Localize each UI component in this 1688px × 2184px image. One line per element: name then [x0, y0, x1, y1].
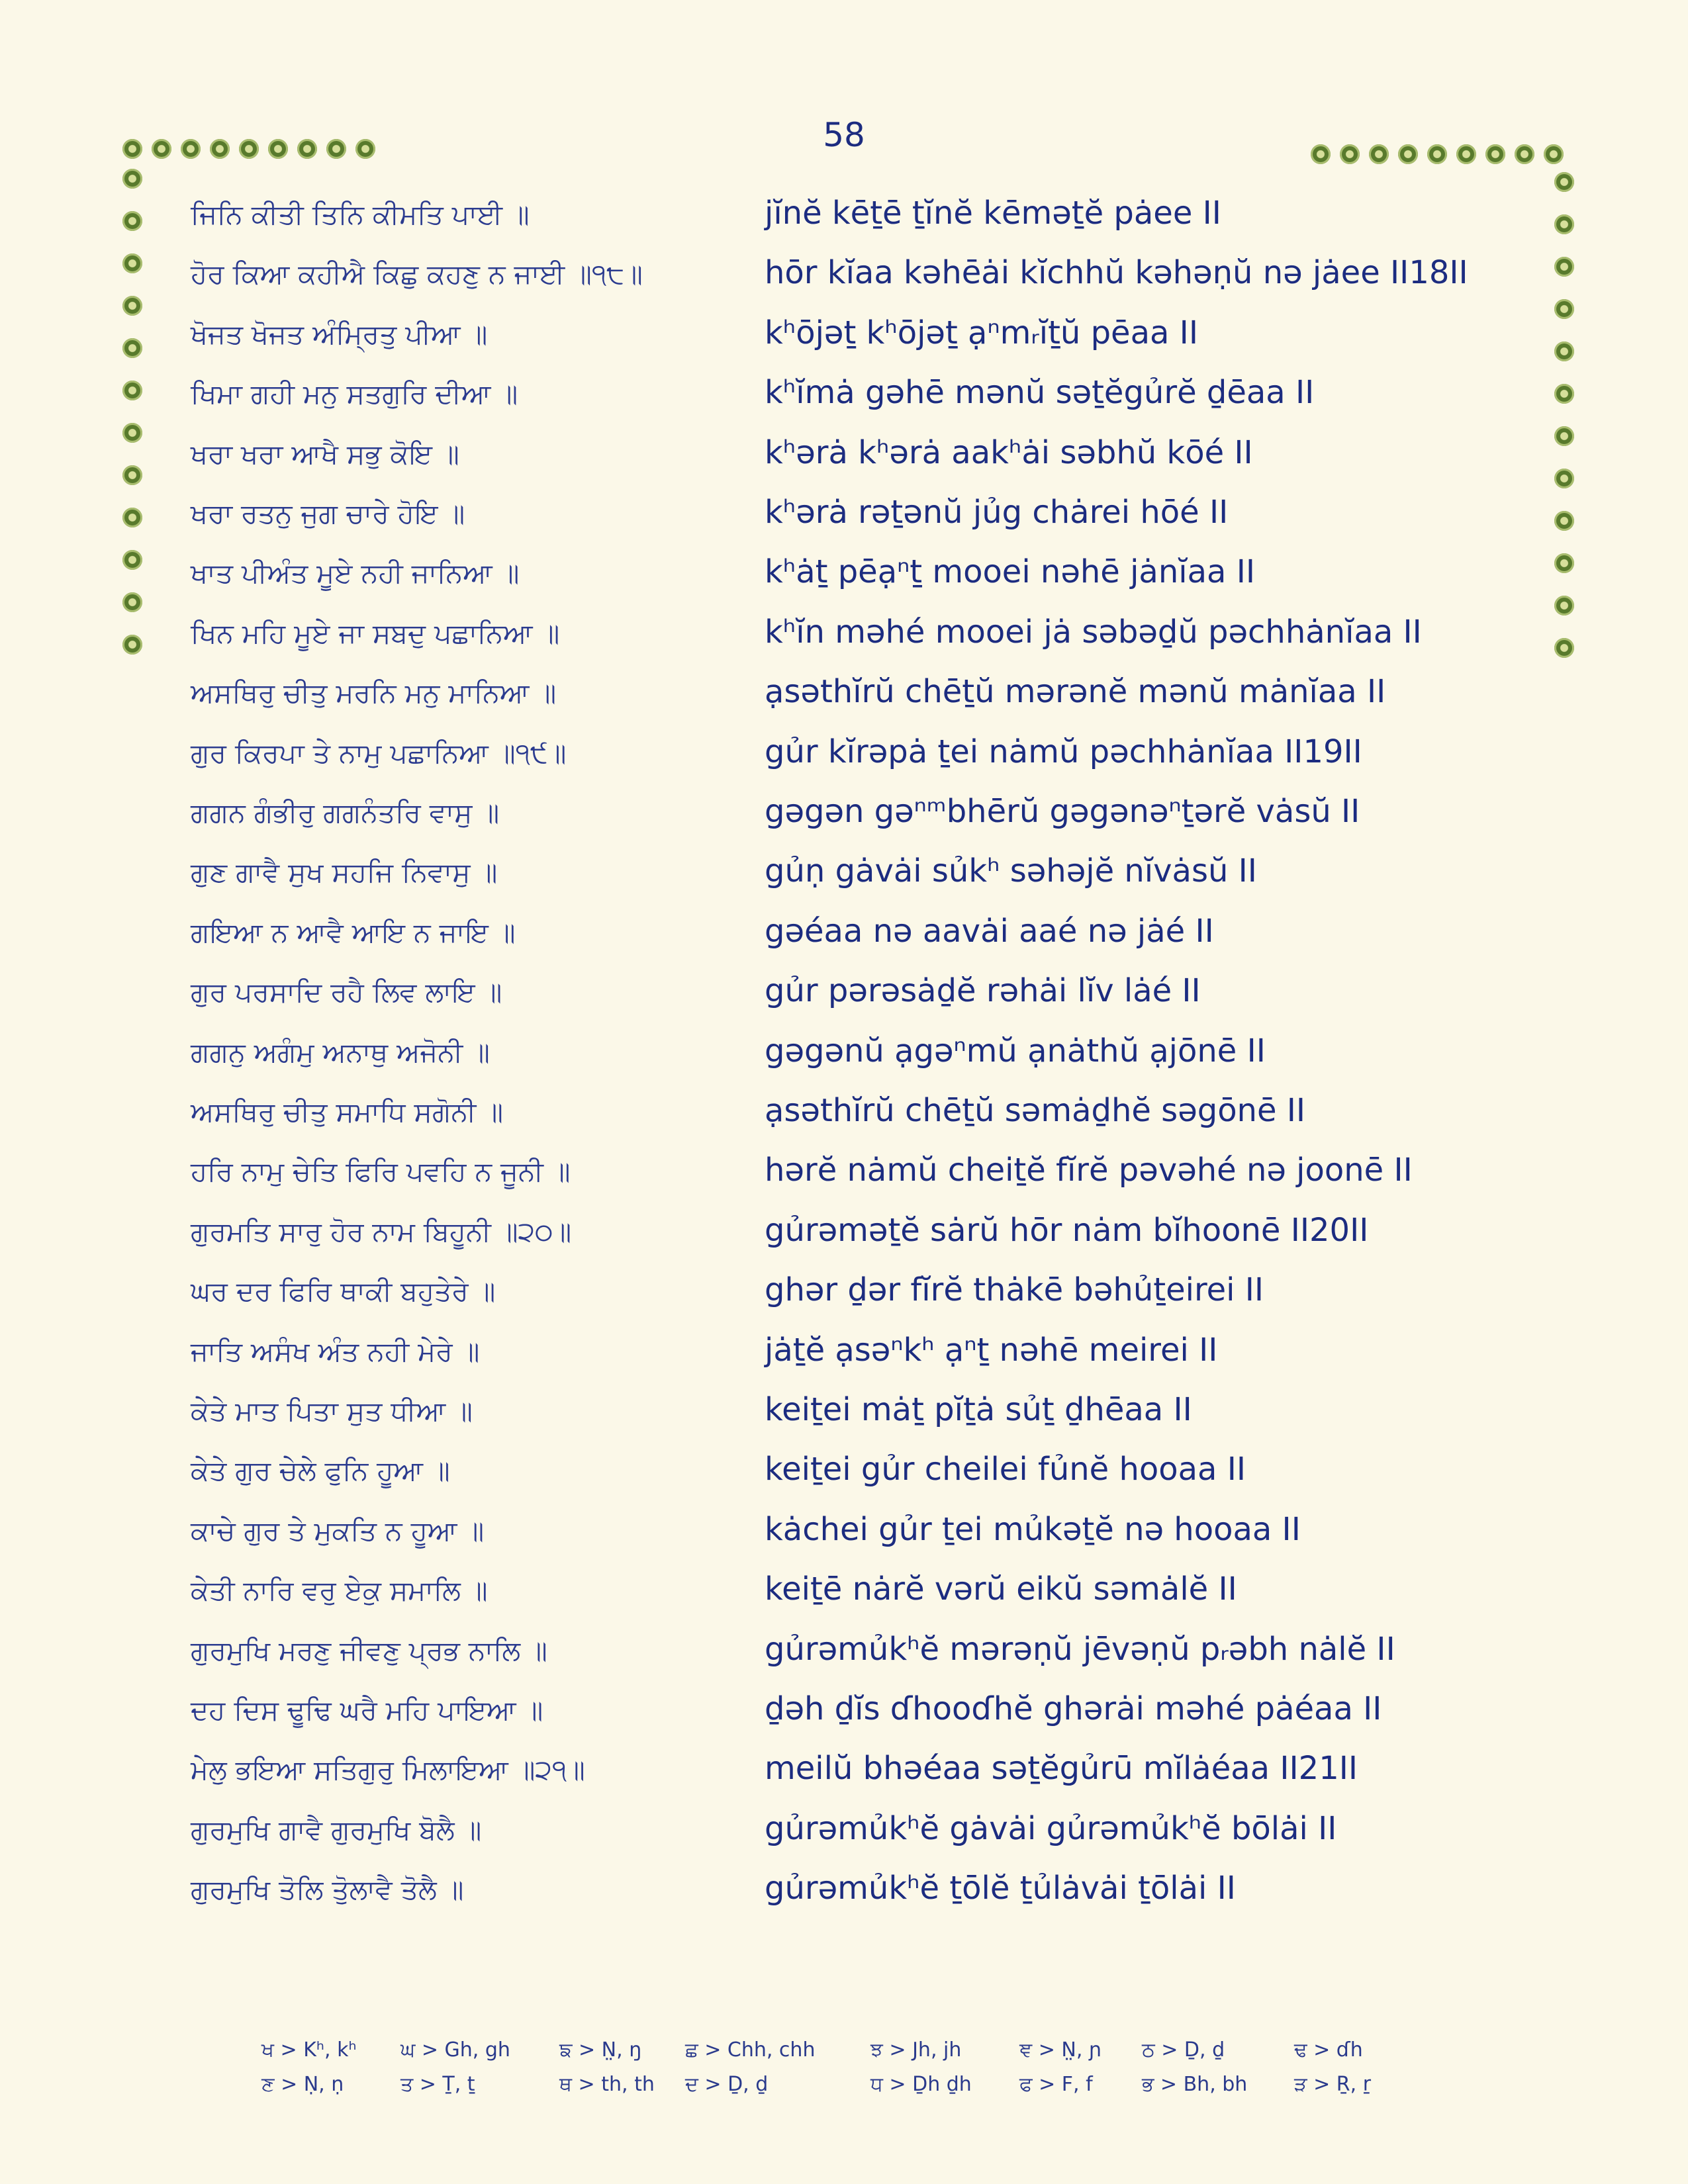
verse-row [0, 912, 1688, 976]
flower-ornament [181, 139, 201, 159]
gurmukhi-line: ਖਰਾ ਰਤਨੁ ਜੁਗ ਚਾਰੇ ਹੋਇ ॥ [191, 498, 465, 529]
flower-ornament [1311, 144, 1331, 164]
verse-row [0, 1750, 1688, 1813]
verse-row [0, 1451, 1688, 1514]
gurmukhi-line: ਗੁਣ ਗਾਵੈ ਸੁਖ ਸਹਜਿ ਨਿਵਾਸੁ ॥ [191, 856, 498, 889]
transliteration-line: keiṯei mȧṯ pĭṯȧ sủṯ ḏhēaa II [765, 1391, 1192, 1428]
gurmukhi-line: ਗੁਰਮੁਖਿ ਮਰਣੁ ਜੀਵਣੁ ਪ੍ਰਭ ਨਾਲਿ ॥ [191, 1634, 547, 1666]
flower-ornament [122, 139, 142, 159]
transliteration-line: gủrəmủkʰĕ ṯōlĕ ṯủlȧvȧi ṯōlȧi II [765, 1870, 1236, 1907]
transliteration-line: jȧṯĕ ạsəⁿkʰ ạⁿṯ nəhē meirei II [765, 1331, 1218, 1369]
transliteration-line: keiṯē nȧrĕ vərŭ eikŭ səmȧlĕ II [765, 1570, 1237, 1608]
transliteration-line: meilŭ bhəéaa səṯĕgủrū mĭlȧéaa II21II [765, 1750, 1358, 1788]
legend-item: ਖ > Kʰ, kʰ [261, 2038, 357, 2062]
transliteration-line: jĭnĕ kēṯē ṯĭnĕ kēməṯĕ pȧee II [765, 195, 1221, 232]
transliteration-line: hōr kĭaa kəhēȧi kĭchhŭ kəhəṇŭ nə jȧee II18II [765, 254, 1468, 292]
legend-row-1 [0, 2038, 1688, 2071]
transliteration-line: kȧchei gủr ṯei mủkəṯĕ nə hooaa II [765, 1510, 1301, 1548]
transliteration-line: gủr kĭrəpȧ ṯei nȧmŭ pəchhȧnĭaa II19II [765, 733, 1362, 770]
legend-item: ਣ > Ṇ, ṇ [261, 2073, 344, 2096]
flower-ornament [152, 139, 171, 159]
legend-item: ਭ > Bh, bh [1142, 2073, 1248, 2096]
verse-row [0, 972, 1688, 1036]
flower-ornament [297, 139, 317, 159]
flower-ornament [122, 169, 142, 189]
transliteration-line: kʰōjəṯ kʰōjəṯ ạⁿmᵣĭṯŭ pēaa II [765, 314, 1198, 351]
legend-item: ੜ > Ṟ, ṟ [1294, 2073, 1372, 2096]
verse-row [0, 1570, 1688, 1634]
transliteration-line: keiṯei gủr cheilei fủnĕ hooaa II [765, 1451, 1246, 1488]
gurmukhi-line: ਕੇਤੀ ਨਾਰਿ ਵਰੁ ਏਕੁ ਸਮਾਲਿ ॥ [191, 1574, 488, 1607]
verse-row [0, 254, 1688, 318]
transliteration-line: gəgən gəⁿᵐbhērŭ gəgənəⁿṯərĕ vȧsŭ II [765, 793, 1360, 830]
gurmukhi-line: ਗਇਆ ਨ ਆਵੈ ਆਇ ਨ ਜਾਇ ॥ [191, 916, 516, 948]
verse-row [0, 314, 1688, 378]
flower-ornament [1485, 144, 1505, 164]
legend-item: ਢ > ɗh [1294, 2038, 1363, 2062]
flower-ornament [1554, 172, 1574, 192]
gurmukhi-line: ਅਸਥਿਰੁ ਚੀਤੁ ਮਰਨਿ ਮਨੁ ਮਾਨਿਆ ॥ [191, 677, 557, 709]
legend-item: ਛ > Chh, chh [685, 2038, 816, 2062]
legend-item: ਝ > Jh, jh [870, 2038, 962, 2062]
flower-ornament [1544, 144, 1564, 164]
transliteration-line: kʰĭmȧ gəhē mənŭ səṯĕgủrĕ ḏēaa II [765, 374, 1315, 412]
gurmukhi-line: ਹੋਰ ਕਿਆ ਕਹੀਐ ਕਿਛੁ ਕਹਣੁ ਨ ਜਾਈ ॥੧੮॥ [191, 258, 643, 291]
verse-row [0, 1331, 1688, 1395]
gurmukhi-line: ਕਾਚੇ ਗੁਰ ਤੇ ਮੁਕਤਿ ਨ ਹੂਆ ॥ [191, 1514, 485, 1547]
legend-item: ਧ > Ḏh ḏh [870, 2073, 972, 2096]
gurmukhi-line: ਹਰਿ ਨਾਮੁ ਚੇਤਿ ਫਿਰਿ ਪਵਹਿ ਨ ਜੂਨੀ ॥ [191, 1156, 571, 1188]
gurmukhi-line: ਦਹ ਦਿਸ ਢੂਢਿ ਘਰੈ ਮਹਿ ਪਾਇਆ ॥ [191, 1694, 543, 1726]
flower-ornament [326, 139, 346, 159]
transliteration-line: gủr pərəsȧḏĕ rəhȧi lĭv lȧé II [765, 972, 1201, 1010]
legend-item: ਫ > F, f [1019, 2073, 1093, 2096]
transliteration-line: gủṇ gȧvȧi sủkʰ səhəjĕ nĭvȧsŭ II [765, 852, 1257, 890]
verse-row [0, 494, 1688, 557]
flower-ornament [210, 139, 230, 159]
gurmukhi-line: ਗੁਰ ਪਰਸਾਦਿ ਰਹੈ ਲਿਵ ਲਾਇ ॥ [191, 976, 502, 1009]
gurmukhi-line: ਖਿਮਾ ਗਹੀ ਮਨੁ ਸਤਗੁਰਿ ਦੀਆ ॥ [191, 378, 518, 410]
transliteration-line: kʰȧṯ pēạⁿṯ mooei nəhē jȧnĭaa II [765, 553, 1255, 591]
transliteration-line: gəgənŭ ạgəⁿmŭ ạnȧthŭ ạjōnē II [765, 1032, 1266, 1069]
gurmukhi-line: ਜਾਤਿ ਅਸੰਖ ਅੰਤ ਨਹੀ ਮੇਰੇ ॥ [191, 1335, 480, 1367]
gurmukhi-line: ਗੁਰਮੁਖਿ ਗਾਵੈ ਗੁਰਮੁਖਿ ਬੋਲੈ ॥ [191, 1813, 482, 1846]
flower-ornament [239, 139, 259, 159]
gurmukhi-line: ਕੇਤੇ ਗੁਰ ਚੇਲੇ ਫੁਨਿ ਹੂਆ ॥ [191, 1455, 450, 1487]
gurmukhi-line: ਗਗਨੁ ਅਗੰਮੁ ਅਨਾਥੁ ਅਜੋਨੀ ॥ [191, 1036, 490, 1068]
flower-ornament [268, 139, 288, 159]
transliteration-line: ạsəthĭrŭ chēṯŭ səmȧḏhĕ səgōnē II [765, 1092, 1306, 1129]
transliteration-line: kʰərȧ rəṯənŭ jủg chȧrei hōé II [765, 494, 1229, 531]
gurmukhi-line: ਗੁਰਮਤਿ ਸਾਰੁ ਹੋਰ ਨਾਮ ਬਿਹੂਨੀ ॥੨੦॥ [191, 1215, 572, 1248]
flower-ornament [355, 139, 375, 159]
transliteration-line: ḏəh ḏĭs ɗhooɗhĕ ghərȧi məhé pȧéaa II [765, 1690, 1382, 1727]
flower-ornament [1340, 144, 1360, 164]
verse-row [0, 1032, 1688, 1096]
transliteration-line: ạsəthĭrŭ chēṯŭ mərənĕ mənŭ mȧnĭaa II [765, 673, 1386, 711]
verse-row [0, 1630, 1688, 1694]
verse-row [0, 613, 1688, 677]
verse-row [0, 673, 1688, 737]
transliteration-line: ghər ḏər fĭrĕ thȧkē bəhủṯeirei II [765, 1271, 1264, 1309]
gurmukhi-line: ਖਾਤ ਪੀਅੰਤ ਮੂਏ ਨਹੀ ਜਾਨਿਆ ॥ [191, 557, 520, 590]
transliteration-line: gəéaa nə aavȧi aaé nə jȧé II [765, 912, 1214, 950]
legend-row-2 [0, 2073, 1688, 2106]
legend-item: ਘ > Gh, gh [400, 2038, 510, 2062]
gurmukhi-line: ਅਸਥਿਰੁ ਚੀਤੁ ਸਮਾਧਿ ਸਗੋਨੀ ॥ [191, 1096, 504, 1128]
verse-row [0, 195, 1688, 258]
transliteration-line: gủrəmủkʰĕ mərəṇŭ jēvəṇŭ pᵣəbh nȧlĕ II [765, 1630, 1395, 1668]
verse-row [0, 374, 1688, 437]
transliteration-line: kʰərȧ kʰərȧ aakʰȧi səbhŭ kōé II [765, 433, 1253, 471]
verse-row [0, 1510, 1688, 1574]
transliteration-line: gủrəməṯĕ sȧrŭ hōr nȧm bĭhoonē II20II [765, 1211, 1369, 1249]
verse-row [0, 1391, 1688, 1455]
gurmukhi-line: ਖਿਨ ਮਹਿ ਮੂਏ ਜਾ ਸਬਦੁ ਪਛਾਨਿਆ ॥ [191, 617, 560, 649]
legend-item: ਤ > Ṯ, ṯ [400, 2073, 475, 2096]
gurmukhi-line: ਗਗਨ ਗੰਭੀਰੁ ਗਗਨੰਤਰਿ ਵਾਸੁ ॥ [191, 797, 500, 829]
gurmukhi-line: ਖੋਜਤ ਖੋਜਤ ਅੰਮ੍ਰਿਤੁ ਪੀਆ ॥ [191, 318, 488, 350]
transliteration-line: gủrəmủkʰĕ gȧvȧi gủrəmủkʰĕ bōlȧi II [765, 1809, 1337, 1847]
flower-ornament [1398, 144, 1418, 164]
verse-row [0, 1870, 1688, 1933]
gurmukhi-line: ਜਿਨਿ ਕੀਤੀ ਤਿਨਿ ਕੀਮਤਿ ਪਾਈ ॥ [191, 199, 530, 230]
verse-row [0, 1809, 1688, 1874]
legend-item: ਦ > Ḏ, ḏ [685, 2073, 769, 2096]
legend-item: ਥ > th, th [559, 2073, 655, 2096]
gurmukhi-line: ਗੁਰ ਕਿਰਪਾ ਤੇ ਨਾਮੁ ਪਛਾਨਿਆ ॥੧੯॥ [191, 737, 567, 769]
transliteration-line: hərĕ nȧmŭ cheiṯĕ fĭrĕ pəvəhé nə joonē II [765, 1152, 1413, 1189]
page-number: 58 [823, 116, 865, 154]
flower-ornament [1369, 144, 1389, 164]
verse-row [0, 1211, 1688, 1275]
verse-row [0, 733, 1688, 797]
flower-ornament [1427, 144, 1447, 164]
gurmukhi-line: ਘਰ ਦਰ ਫਿਰਿ ਥਾਕੀ ਬਹੁਤੇਰੇ ॥ [191, 1275, 496, 1308]
gurmukhi-line: ਗੁਰਮੁਖਿ ਤੋਲਿ ਤੁੋਲਾਵੈ ਤੋਲੈ ॥ [191, 1874, 464, 1906]
flower-ornament [1456, 144, 1476, 164]
verse-row [0, 852, 1688, 916]
verse-row [0, 1092, 1688, 1156]
gurmukhi-line: ਖਰਾ ਖਰਾ ਆਖੈ ਸਭੁ ਕੋਇ ॥ [191, 437, 459, 470]
verse-row [0, 1152, 1688, 1215]
verse-row [0, 1690, 1688, 1754]
verse-row [0, 433, 1688, 498]
transliteration-line: kʰĭn məhé mooei jȧ səbəḏŭ pəchhȧnĭaa II [765, 613, 1422, 651]
gurmukhi-line: ਮੇਲੁ ਭਇਆ ਸਤਿਗੁਰੁ ਮਿਲਾਇਆ ॥੨੧॥ [191, 1754, 585, 1786]
verse-row [0, 793, 1688, 856]
flower-ornament [1515, 144, 1534, 164]
legend-item: ਞ > N̤, ɲ [1019, 2038, 1102, 2062]
legend-item: ਠ > Ḏ, ḏ [1142, 2038, 1225, 2062]
verse-row [0, 1271, 1688, 1335]
legend-item: ਙ > N̤, ŋ [559, 2038, 642, 2062]
verse-row [0, 553, 1688, 617]
gurmukhi-line: ਕੇਤੇ ਮਾਤ ਪਿਤਾ ਸੁਤ ਧੀਆ ॥ [191, 1395, 473, 1427]
